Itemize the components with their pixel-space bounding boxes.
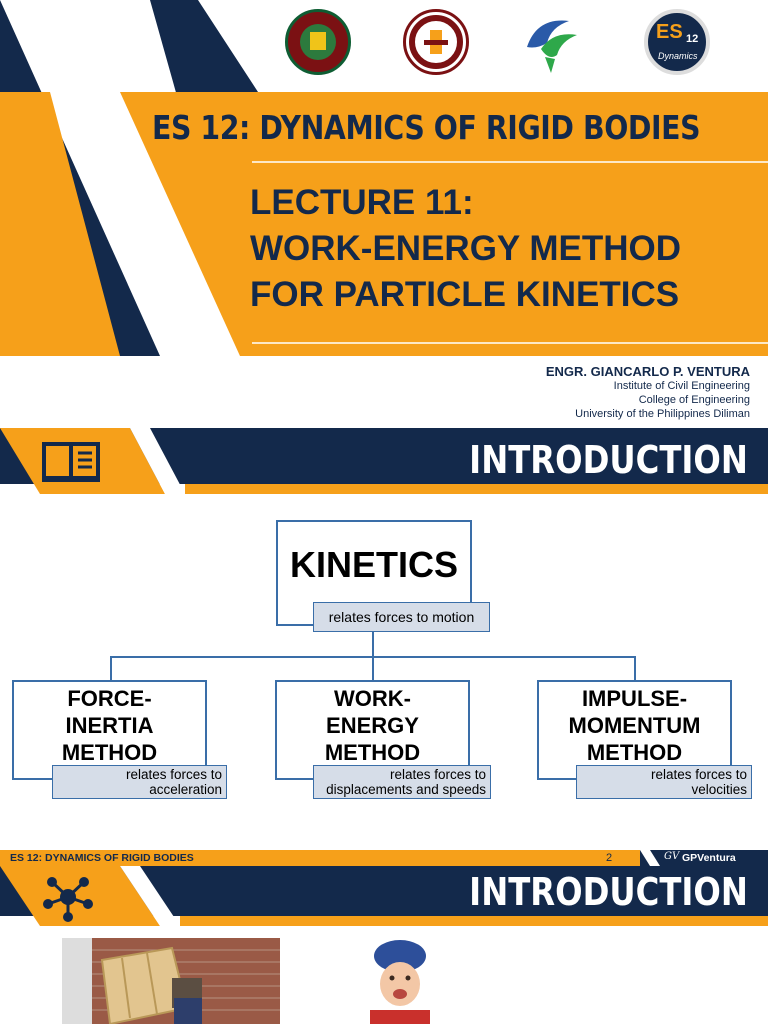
college-seal-logo <box>403 9 469 75</box>
book-icon <box>42 441 100 483</box>
method-sub-line: acceleration <box>149 782 222 797</box>
method-title-line: ENERGY <box>326 713 419 738</box>
slide-footer <box>0 850 768 866</box>
author-name: ENGR. GIANCARLO P. VENTURA <box>545 364 750 379</box>
logo-es: ES <box>656 21 683 43</box>
method-title-line: INERTIA <box>65 713 154 738</box>
author-block <box>546 364 750 421</box>
title-slide <box>0 0 768 428</box>
method-sub-line: velocities <box>691 782 747 797</box>
affiliation-institute: Institute of Civil Engineering <box>613 380 750 392</box>
connector-line <box>110 656 112 682</box>
page-number: 2 <box>606 852 613 864</box>
introduction-slide <box>0 428 768 866</box>
course-title: ES 12: DYNAMICS OF RIGID BODIES <box>152 108 701 147</box>
method-sub-line: displacements and speeds <box>326 782 486 797</box>
connector-line <box>372 628 374 656</box>
method-title-line: WORK- <box>334 686 411 711</box>
child-helmet-photo <box>350 934 450 1024</box>
kinetics-subtitle: relates forces to motion <box>313 602 490 632</box>
force-inertia-subtitle <box>52 765 227 799</box>
lecture-line-1: LECTURE 11: <box>250 183 474 222</box>
impulse-momentum-subtitle <box>576 765 752 799</box>
method-title-line: MOMENTUM <box>568 713 701 738</box>
method-title-line: IMPULSE- <box>581 686 688 711</box>
footer-course: ES 12: DYNAMICS OF RIGID BODIES <box>10 852 194 864</box>
method-title-line: METHOD <box>324 740 421 765</box>
footer-author: GPVentura <box>682 852 736 864</box>
logo-dynamics: Dynamics <box>658 51 698 61</box>
lecture-line-3: FOR PARTICLE KINETICS <box>250 275 680 314</box>
method-title-line: METHOD <box>586 740 683 765</box>
section-title: INTRODUCTION <box>469 438 748 482</box>
introduction-slide-2 <box>0 866 768 1024</box>
method-title-line: FORCE- <box>67 686 152 711</box>
logo-num: 12 <box>686 33 699 45</box>
affiliation-university: University of the Philippines Diliman <box>575 408 750 420</box>
method-sub-line: relates forces to <box>389 767 486 782</box>
connector-line <box>634 656 636 682</box>
method-sub-line: relates forces to <box>125 767 222 782</box>
network-icon <box>40 872 96 922</box>
es12-dynamics-logo <box>644 9 710 75</box>
crate-photo <box>62 938 280 1024</box>
work-energy-subtitle <box>313 765 491 799</box>
method-sub-line: relates forces to <box>650 767 747 782</box>
footer-signature: GV <box>664 851 680 862</box>
section-title: INTRODUCTION <box>469 870 748 914</box>
lecture-line-2: WORK-ENERGY METHOD <box>250 229 682 268</box>
method-title-line: METHOD <box>61 740 158 765</box>
up-seal-logo <box>285 9 351 75</box>
institute-logo <box>517 9 583 75</box>
lecture-title <box>250 180 681 318</box>
kinetics-title: KINETICS <box>289 544 458 585</box>
connector-line <box>372 656 374 682</box>
affiliation-college: College of Engineering <box>638 394 750 406</box>
